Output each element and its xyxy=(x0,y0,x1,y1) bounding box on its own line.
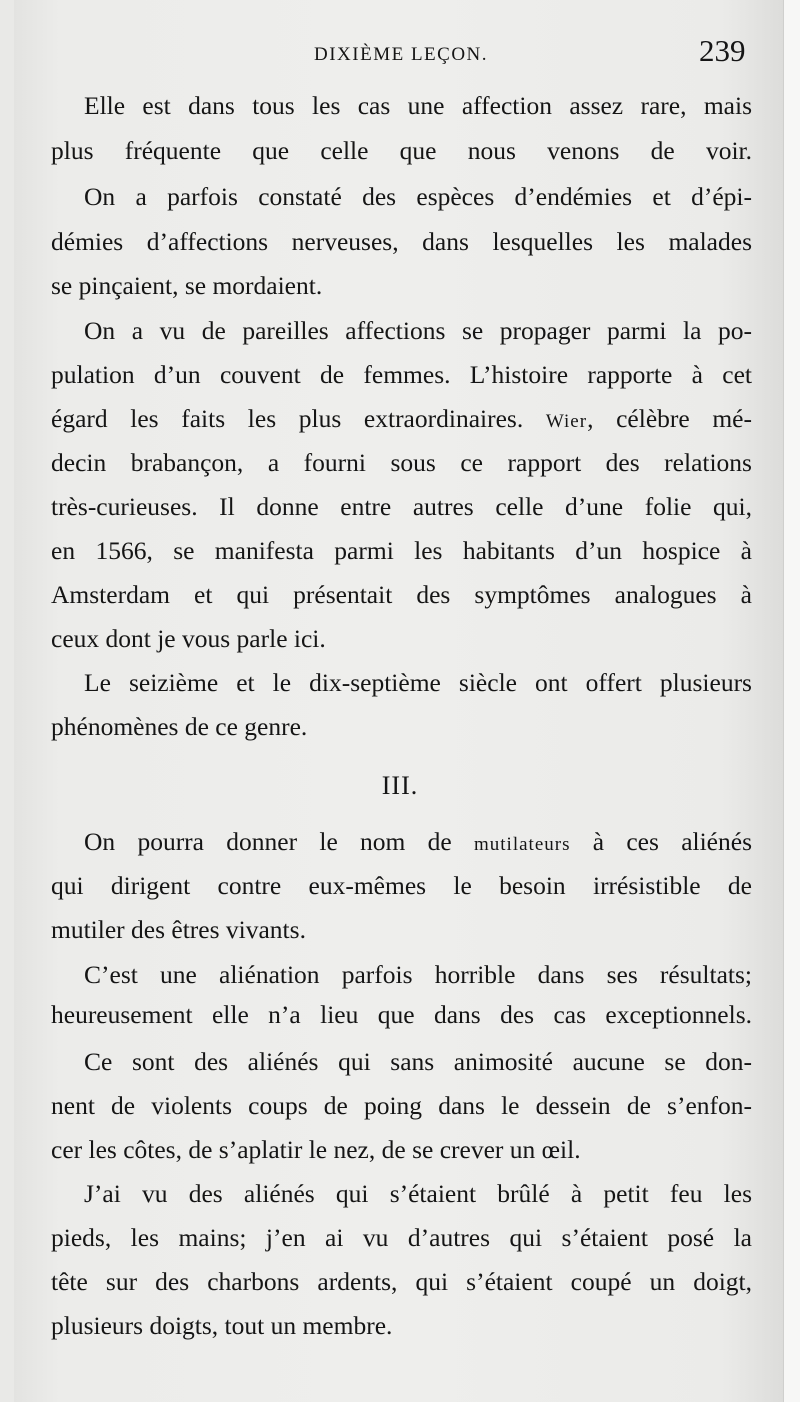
text-line: phénomènes de ce genre. xyxy=(51,712,308,741)
text-line: Elle est dans tous les cas une affection assez rare, mais xyxy=(84,91,752,120)
line-text: On pourra donner le nom de xyxy=(84,827,474,856)
text-line: ceux dont je vous parle ici. xyxy=(51,624,326,653)
text-line: en 1566, se manifesta parmi les habitants d’un hospice à xyxy=(51,536,752,565)
term-smallcaps: mutilateurs xyxy=(474,834,571,855)
text-line: nent de violents coups de poing dans le dessein de s’enfon- xyxy=(51,1091,752,1120)
text-line: pulation d’un couvent de femmes. L’histoire rapporte à cet xyxy=(51,360,752,389)
section-heading: III. xyxy=(381,771,419,800)
text-line: C’est une aliénation parfois horrible dans ses résultats; xyxy=(84,960,752,989)
text-line: J’ai vu des aliénés qui s’étaient brûlé à petit feu les xyxy=(84,1179,752,1208)
text-line: plusieurs doigts, tout un membre. xyxy=(51,1311,393,1340)
text-line: se pinçaient, se mordaient. xyxy=(51,271,323,300)
author-name-smallcaps: Wier xyxy=(545,411,588,432)
page-edge xyxy=(783,0,800,1402)
line-text: égard les faits les plus extraordinaires. xyxy=(51,404,546,433)
text-line: Amsterdam et qui présentait des symptômes analogues à xyxy=(51,580,752,609)
text-line: Ce sont des aliénés qui sans animosité aucune se don- xyxy=(84,1047,752,1076)
line-text: , célèbre mé- xyxy=(587,404,752,433)
text-line: qui dirigent contre eux-mêmes le besoin irrésistible de xyxy=(51,871,752,900)
text-line: très-curieuses. Il donne entre autres celle d’une folie qui, xyxy=(51,492,752,521)
text-line: tête sur des charbons ardents, qui s’étaient coupé un doigt, xyxy=(51,1267,752,1296)
page-number: 239 xyxy=(699,33,746,68)
text-line: heureusement elle n’a lieu que dans des cas exceptionnels. xyxy=(51,1000,752,1029)
text-line: cer les côtes, de s’aplatir le nez, de se crever un œil. xyxy=(51,1135,581,1164)
text-line: démies d’affections nerveuses, dans lesquelles les malades xyxy=(51,227,752,256)
text-line: mutiler des êtres vivants. xyxy=(51,915,306,944)
text-line xyxy=(84,827,752,860)
text-line xyxy=(51,404,752,437)
line-text: à ces aliénés xyxy=(570,827,752,856)
text-line: plus fréquente que celle que nous venons de voir. xyxy=(51,136,752,165)
text-line: On a parfois constaté des espèces d’endémies et d’épi- xyxy=(84,182,752,211)
text-line: On a vu de pareilles affections se propager parmi la po- xyxy=(84,316,752,345)
running-title: DIXIÈME LEÇON. xyxy=(314,44,489,65)
text-line: Le seizième et le dix-septième siècle ont offert plusieurs xyxy=(84,668,752,697)
text-line: pieds, les mains; j’en ai vu d’autres qui s’étaient posé la xyxy=(51,1223,752,1252)
text-line: decin brabançon, a fourni sous ce rapport des relations xyxy=(51,448,752,477)
